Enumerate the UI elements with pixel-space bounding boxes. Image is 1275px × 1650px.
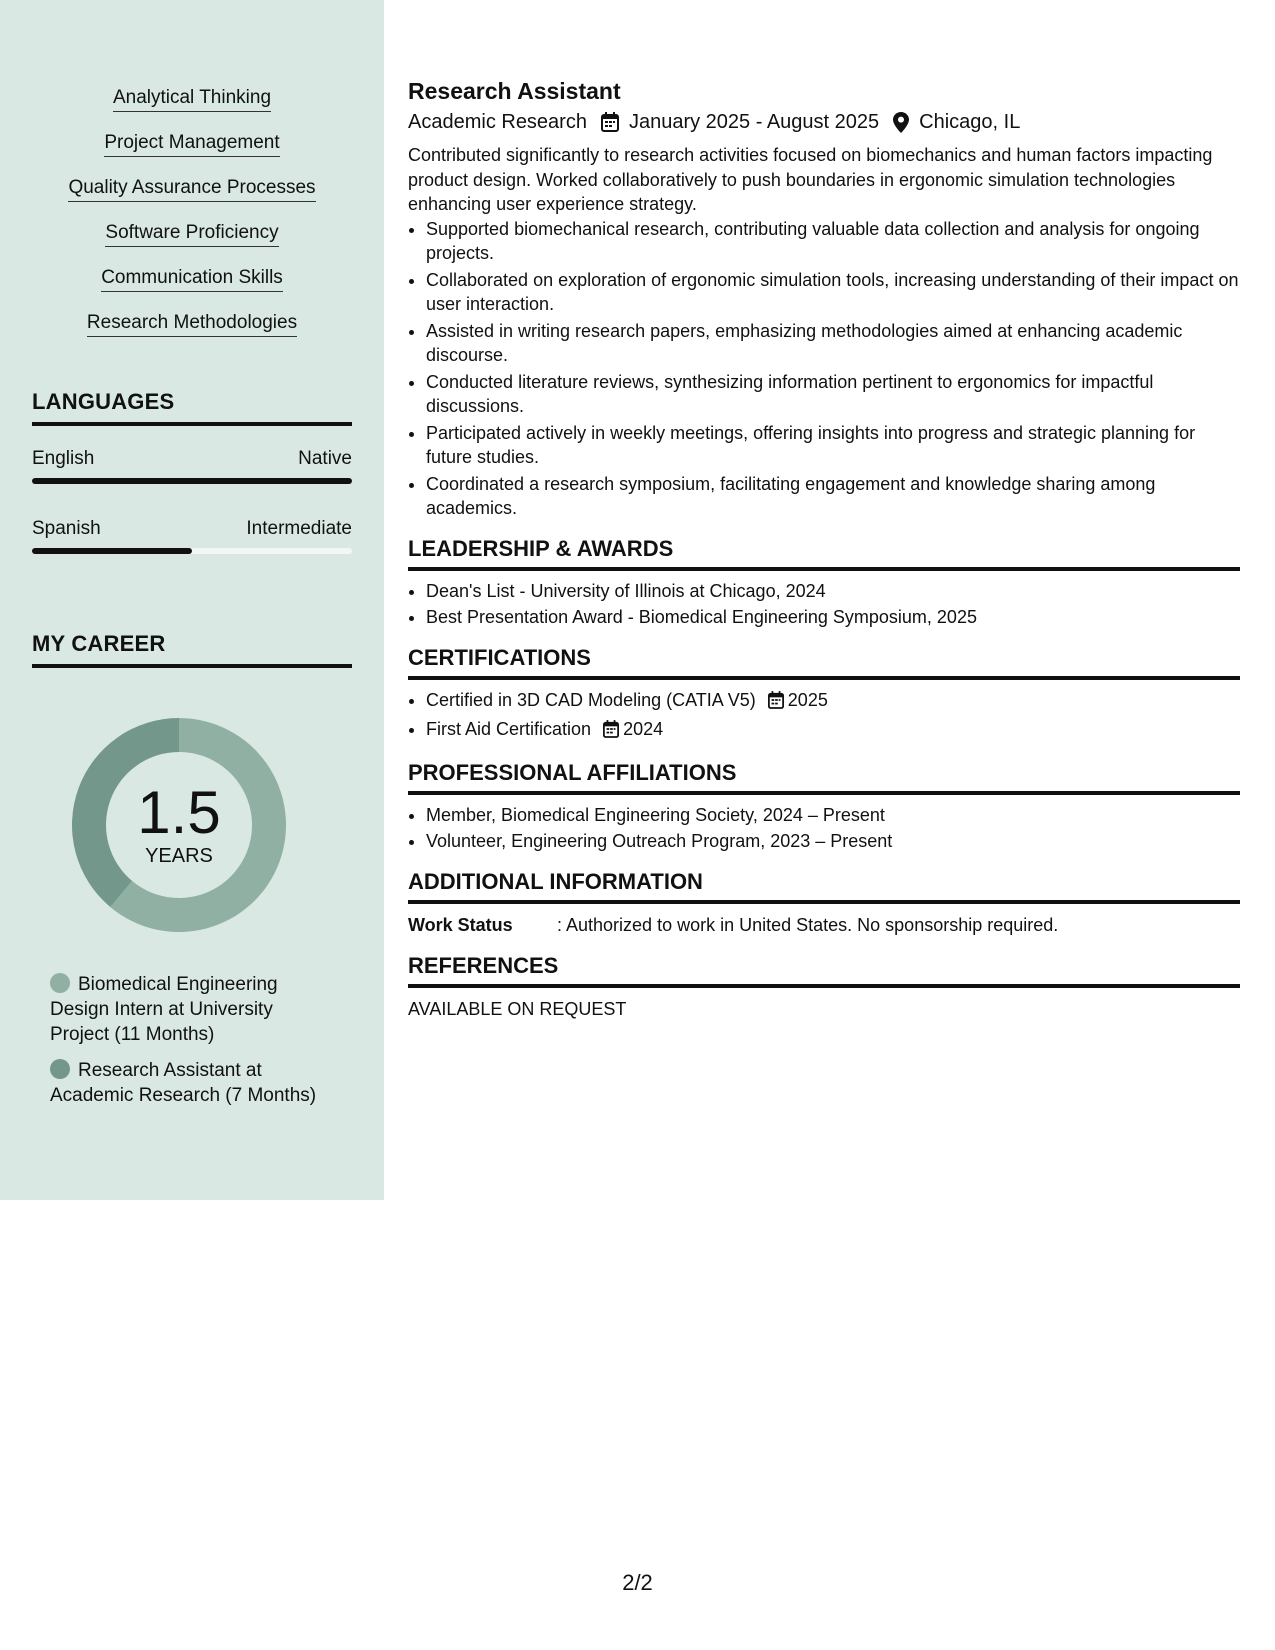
certification-name: Certified in 3D CAD Modeling (CATIA V5) — [426, 689, 756, 710]
calendar-icon — [601, 112, 619, 132]
work-status-row — [408, 912, 1240, 938]
certification-name: First Aid Certification — [426, 719, 592, 739]
skills-list — [32, 86, 352, 356]
language-name: English — [32, 448, 95, 469]
certifications-list — [408, 688, 1240, 745]
skill-link[interactable]: Research Methodologies — [87, 311, 297, 337]
references-text: AVAILABLE ON REQUEST — [408, 998, 627, 1019]
work-status-label: Work Status — [408, 914, 513, 935]
job-company: Academic Research — [408, 111, 587, 133]
job-bullet: • Conducted literature reviews, synthesizing information pertinent to ergonomics for impactful discussions. — [426, 370, 1240, 419]
language-row — [32, 448, 352, 494]
job-title: Research Assistant — [408, 78, 621, 104]
job-bullet: • Collaborated on exploration of ergonomic simulation tools, increasing understanding of their impact on user interaction. — [426, 268, 1240, 317]
job-bullet: • Participated actively in weekly meetings, offering insights into progress and strategic planning for future studies. — [426, 421, 1240, 470]
calendar-icon — [603, 720, 619, 745]
career-heading: MY CAREER — [32, 630, 352, 668]
affiliation-item: • Volunteer, Engineering Outreach Program, 2023 – Present — [426, 829, 1240, 854]
skill-link[interactable]: Analytical Thinking — [113, 86, 271, 112]
calendar-icon — [768, 691, 784, 716]
skill-link[interactable]: Communication Skills — [101, 266, 283, 292]
skill-link[interactable]: Software Proficiency — [105, 221, 278, 247]
award-item: • Dean's List - University of Illinois at Chicago, 2024 — [426, 579, 1240, 604]
job-dates: January 2025 - August 2025 — [628, 111, 880, 133]
certification-item — [426, 717, 1240, 745]
job-bullets — [408, 217, 1240, 521]
location-pin-icon — [893, 112, 909, 133]
job-location: Chicago, IL — [919, 111, 1021, 133]
additional-info-heading: ADDITIONAL INFORMATION — [408, 868, 1240, 904]
affiliations-list — [408, 803, 1240, 854]
job-bullet: • Assisted in writing research papers, emphasizing methodologies aimed at enhancing academic discourse. — [426, 319, 1240, 368]
language-name: Spanish — [32, 518, 101, 539]
work-status-value: : Authorized to work in United States. No sponsorship required. — [557, 914, 1059, 935]
language-row — [32, 518, 352, 564]
languages-heading: LANGUAGES — [32, 388, 352, 426]
career-total-unit: YEARS — [145, 845, 213, 867]
job-meta — [408, 107, 1240, 137]
certification-year: 2025 — [787, 689, 828, 710]
awards-heading: LEADERSHIP & AWARDS — [408, 535, 1240, 571]
certifications-heading: CERTIFICATIONS — [408, 644, 1240, 680]
page-number: 2/2 — [622, 1570, 653, 1595]
career-legend — [50, 972, 330, 1119]
job-summary: Contributed significantly to research activities focused on biomechanics and human factors impacting product design. Worked collaboratively to push boundaries in ergonomic simulation technologies enhancing user experience strategy. — [408, 145, 1213, 214]
language-bar-track — [32, 478, 352, 484]
language-bar-fill — [32, 478, 352, 484]
language-bar-fill — [32, 548, 192, 554]
awards-list — [408, 579, 1240, 630]
career-legend-label: Research Assistant at Academic Research (7 Months) — [50, 1060, 317, 1106]
affiliation-item: • Member, Biomedical Engineering Society, 2024 – Present — [426, 803, 1240, 828]
certification-year: 2024 — [623, 719, 664, 739]
affiliations-heading: PROFESSIONAL AFFILIATIONS — [408, 759, 1240, 795]
career-legend-item — [50, 1058, 330, 1108]
career-legend-label: Biomedical Engineering Design Intern at University Project (11 Months) — [50, 974, 278, 1045]
language-level: Native — [298, 448, 352, 469]
references-heading: REFERENCES — [408, 952, 1240, 988]
certification-item — [426, 688, 1240, 716]
main-content — [408, 76, 1240, 1022]
legend-dot-icon — [50, 1059, 70, 1079]
career-legend-item — [50, 972, 330, 1047]
award-item: • Best Presentation Award - Biomedical Engineering Symposium, 2025 — [426, 605, 1240, 630]
sidebar — [0, 0, 384, 1200]
job-bullet: • Coordinated a research symposium, facilitating engagement and knowledge sharing among academics. — [426, 472, 1240, 521]
skill-link[interactable]: Quality Assurance Processes — [68, 176, 315, 202]
language-level: Intermediate — [246, 518, 352, 539]
language-bar-track — [32, 548, 352, 554]
legend-dot-icon — [50, 973, 70, 993]
job-bullet: • Supported biomechanical research, contributing valuable data collection and analysis for ongoing projects. — [426, 217, 1240, 266]
skill-link[interactable]: Project Management — [104, 131, 279, 157]
career-total-years: 1.5 — [137, 779, 221, 846]
